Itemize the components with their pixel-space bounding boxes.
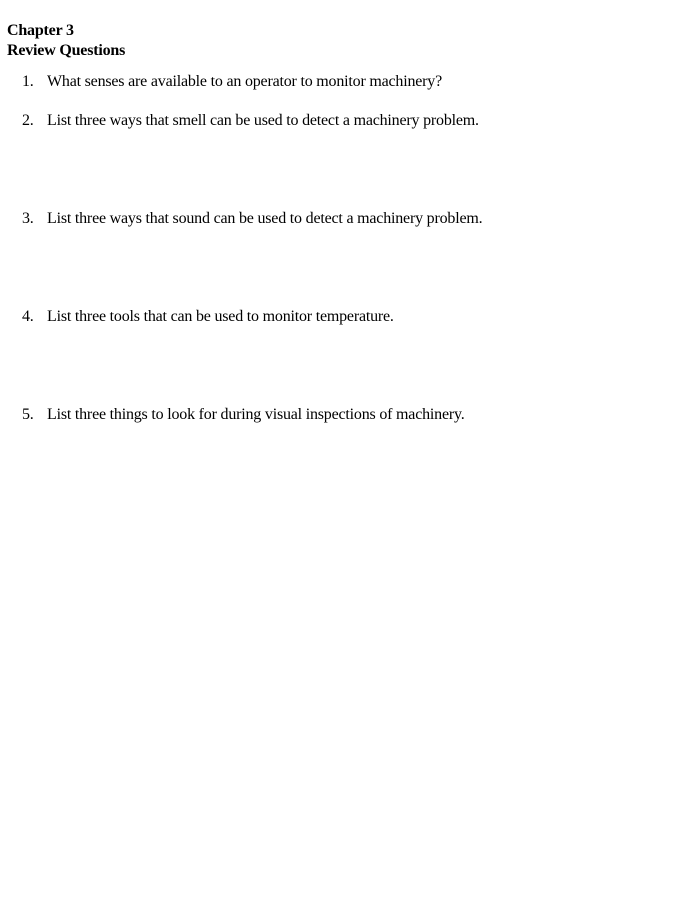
question-number: 5. xyxy=(22,406,34,423)
question-text: List three ways that sound can be used to detect a machinery problem. xyxy=(47,210,483,227)
question-number: 4. xyxy=(22,308,34,325)
question-text: What senses are available to an operator to monitor machinery? xyxy=(47,73,442,90)
page-title: Review Questions xyxy=(7,42,126,59)
chapter-heading: Chapter 3 xyxy=(7,22,74,39)
question-number: 3. xyxy=(22,210,34,227)
question-number: 1. xyxy=(22,73,34,90)
question-text: List three ways that smell can be used to detect a machinery problem. xyxy=(47,112,479,129)
question-number: 2. xyxy=(22,112,34,129)
question-text: List three things to look for during visual inspections of machinery. xyxy=(47,406,465,423)
question-text: List three tools that can be used to monitor temperature. xyxy=(47,308,394,325)
